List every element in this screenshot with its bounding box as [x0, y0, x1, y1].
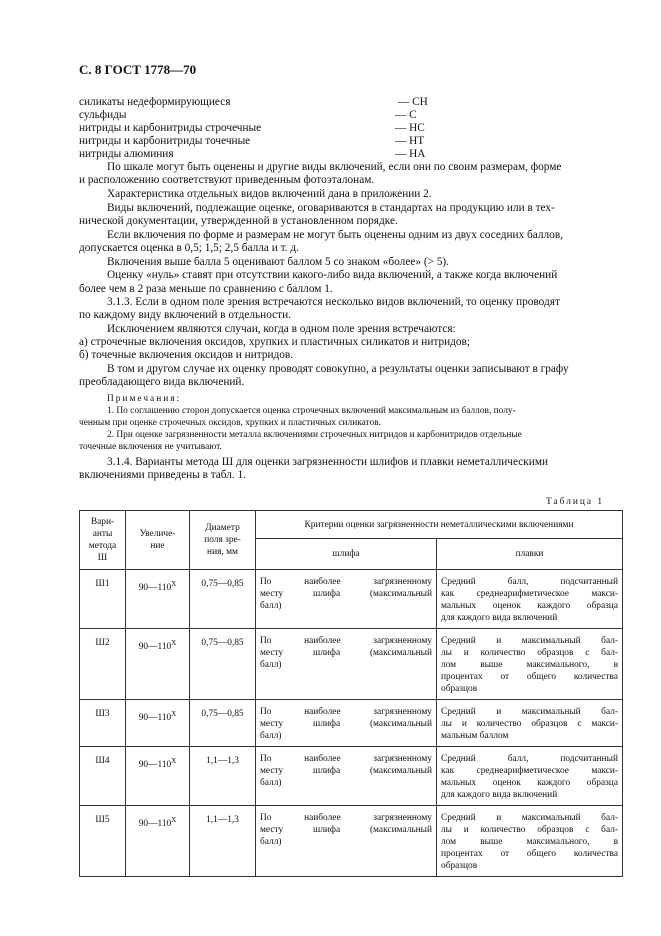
cell-variant: Ш5 — [80, 806, 126, 877]
para-line: Включения выше балла 5 оценивают баллом 5 со знаком «более» (> 5). — [107, 256, 450, 268]
table-row — [80, 806, 623, 877]
def-code-2: — С — [395, 109, 417, 121]
header-diameter: Диаметр поля зре- ния, мм — [190, 511, 256, 570]
def-term-3: нитриды и карбонитриды строчечные — [79, 122, 262, 134]
def-term-2: сульфиды — [79, 109, 127, 121]
def-term-4: нитриды и карбонитриды точечные — [79, 135, 251, 147]
cell-magnification: $90—110^X$ — [126, 806, 190, 877]
cell-magnification: $90—110^X$ — [126, 629, 190, 700]
para-line: По шкале могут быть оценены и другие виды включений, если они по своим размерам, форме — [107, 161, 562, 173]
para-line: и расположению соответствуют приведенным фотоэталонам. — [79, 174, 375, 186]
para-line: по каждому виду включений в отдельности. — [79, 309, 291, 321]
def-term-5: нитриды алюминия — [79, 148, 174, 160]
para-line: преобладающего вида включений. — [79, 376, 245, 388]
def-code-3: — НС — [395, 122, 425, 134]
para-line: Характеристика отдельных видов включений дана в приложении 2. — [107, 188, 432, 200]
para-line: Исключением являются случаи, когда в одном поле зрения встречаются: — [107, 323, 456, 335]
cell-melt: Средний и максимальный бал- лы и количество образцов с бал- лом выше максимального, в процентах от общего количества образцов — [437, 806, 623, 877]
cell-magnification: $90—110^X$ — [126, 570, 190, 629]
cell-variant: Ш4 — [80, 747, 126, 806]
cell-melt: Средний и максимальный бал- лы и количество образцов с бал- лом выше максимального, в процентах от общего количества образцов — [437, 629, 623, 700]
para-line: допускается оценка в 0,5; 1,5; 2,5 балла и т. д. — [79, 242, 299, 254]
section-314-line: включениями приведены в табл. 1. — [79, 469, 247, 481]
section-314-line: 3.1.4. Варианты метода Ш для оценки загрязненности шлифов и плавки неметаллическими — [107, 456, 549, 468]
note-line: 1. По соглашению сторон допускается оценка строчечных включений максимальным из баллов, полу- — [107, 406, 516, 416]
def-code-5: — НА — [395, 148, 426, 160]
para-line: а) строчечные включения оксидов, хрупких и пластичных силикатов и нитридов; — [79, 336, 471, 348]
cell-diameter: 1,1—1,3 — [190, 806, 256, 877]
note-line: точечные включения не учитывают. — [79, 442, 222, 452]
table-row — [80, 629, 623, 700]
note-line: 2. При оценке загрязненности металла включениями строчечных нитридов и карбонитридов отдельные — [107, 430, 522, 440]
cell-magnification: $90—110^X$ — [126, 747, 190, 806]
cell-section: По наиболее загрязненному месту шлифа (максимальный балл) — [256, 806, 437, 877]
header-section: шлифа — [256, 539, 437, 570]
cell-melt: Средний балл, подсчитанный как среднеарифметическое макси- мальных оценок каждого образца для каждого вида включений — [437, 570, 623, 629]
table-caption: Таблица 1 — [546, 497, 605, 507]
cell-diameter: 1,1—1,3 — [190, 747, 256, 806]
table-row — [80, 747, 623, 806]
header-criteria: Критерии оценки загрязненности неметаллическими включениями — [256, 511, 623, 539]
table-row — [80, 570, 623, 629]
header-variant: Вари- анты метода Ш — [80, 511, 126, 570]
cell-section: По наиболее загрязненному месту шлифа (максимальный балл) — [256, 570, 437, 629]
para-line: В том и другом случае их оценку проводят совокупно, а результаты оценки записывают в графу — [107, 363, 569, 375]
cell-section: По наиболее загрязненному месту шлифа (максимальный балл) — [256, 629, 437, 700]
header-melt: плавки — [437, 539, 623, 570]
def-code-4: — НТ — [395, 135, 425, 147]
para-line: б) точечные включения оксидов и нитридов. — [79, 349, 294, 361]
table-row — [80, 700, 623, 747]
cell-melt: Средний балл, подсчитанный как среднеарифметическое макси- мальных оценок каждого образца для каждого вида включений — [437, 747, 623, 806]
cell-magnification: $90—110^X$ — [126, 700, 190, 747]
para-line: Оценку «нуль» ставят при отсутствии какого-либо вида включений, а также когда включений — [107, 269, 558, 281]
para-line: нической документации, утвержденной в установленном порядке. — [79, 215, 398, 227]
cell-variant: Ш3 — [80, 700, 126, 747]
cell-section: По наиболее загрязненному месту шлифа (максимальный балл) — [256, 700, 437, 747]
cell-diameter: 0,75—0,85 — [190, 700, 256, 747]
criteria-table — [79, 510, 623, 877]
para-line: 3.1.3. Если в одном поле зрения встречаются несколько видов включений, то оценку проводят — [107, 296, 560, 308]
cell-diameter: 0,75—0,85 — [190, 629, 256, 700]
para-line: более чем в 2 раза меньше по сравнению с баллом 1. — [79, 283, 333, 295]
cell-diameter: 0,75—0,85 — [190, 570, 256, 629]
cell-variant: Ш2 — [80, 629, 126, 700]
note-line: ченным при оценке строчечных оксидов, хрупких и пластичных силикатов. — [79, 418, 381, 428]
def-term-1: силикаты недеформирующиеся — [79, 96, 231, 108]
para-line: Если включения по форме и размерам не могут быть оценены одним из двух соседних баллов, — [107, 229, 563, 241]
def-code-1: — СН — [398, 96, 428, 108]
page-header: С. 8 ГОСТ 1778—70 — [79, 62, 197, 77]
cell-variant: Ш1 — [80, 570, 126, 629]
notes-title: Примечания: — [107, 394, 182, 404]
para-line: Виды включений, подлежащие оценке, оговариваются в стандартах на продукцию или в тех- — [107, 202, 555, 214]
cell-section: По наиболее загрязненному месту шлифа (максимальный балл) — [256, 747, 437, 806]
header-magnification: Увеличе- ние — [126, 511, 190, 570]
cell-melt: Средний и максимальный бал- лы и количество образцов с макси- мальным баллом — [437, 700, 623, 747]
